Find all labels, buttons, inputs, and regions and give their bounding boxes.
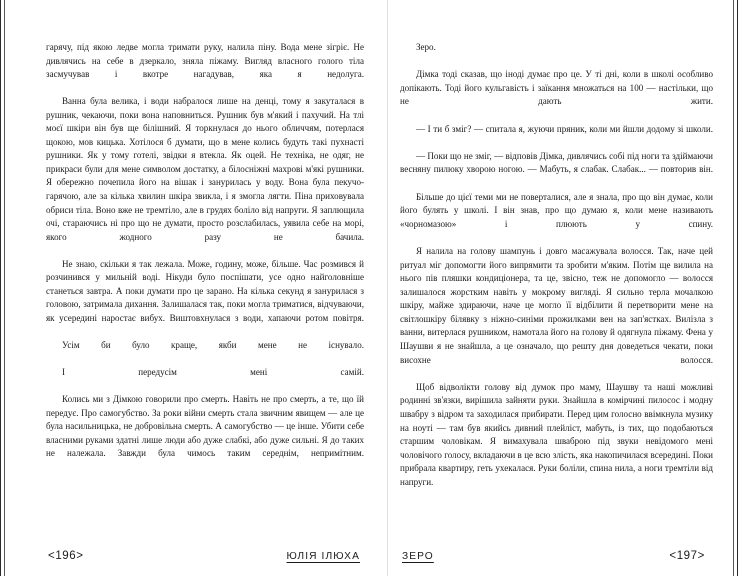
paragraph: — І ти б зміг? — спитала я, жуючи пряник, коли ми йшли додому зі школи. [415,123,713,134]
folio-number-left: <196> [48,550,84,562]
paragraph: Дімка тоді сказав, що іноді думає про це. У ті дні, коли в школі особливо допікають. Тоді його кульгавість і заїкання множаться на 100 — настільки, що не дають жити. [399,69,713,107]
page-right [386,0,737,576]
paragraph: Колись ми з Дімкою говорили про смерть. Навіть не про смерть, а те, що їй передує. Про самогубство. За роки війни смерть стала звичним явищем — але це була насильницька, не добровільна смерть. А самогубство — це інше. Убити себе власними руками здатні лише люди або дуже слабкі, або дуже сильні. Я до таких не належала. Завжди була чимось таким середнім, непримітним. [46,394,364,459]
paragraph: Більше до цієї теми ми не поверталися, але я знала, про що він думає, коли його булять у школі. І він знав, про що думаю я, коли мене називають «чорномазою» і плюють у спину. [399,191,713,229]
paragraph: Я налила на голову шампунь і довго масажувала волосся. Так, наче цей ритуал міг допомогти його випрямити та зробити м'яким. Потім ще вилила на нього пів пляшки кондиціонера, та це, звісно, теж не допомогло — волосся залишалося жорстким навіть у мокрому вигляді. Я сильно терла мочалкою шкіру, майже здираючи, наче це могло її відбілити й перетворити мене на світлошкіру білявку з ніжно-синіми прожилками вен на зап'ястках. Вилізла з ванни, витерлася рушником, намотала його на голову й одягнула піжаму. Фена у Шаушви я не знайшла, а це означало, що решту дня доведеться чекати, поки висохне волосся. [399,245,713,365]
folio-number-right: <197> [669,550,705,562]
paragraph: Усім би було краще, якби мене не існувало. [62,340,364,351]
page-right-footer [400,550,713,576]
page-right-text-block [400,41,713,550]
running-head-title: ЗЕРО [401,551,434,562]
paragraph: гарячу, під якою ледве могла тримати руку, налила піну. Вода мене зігріє. Не дивлячись на себе в дзеркало, зняла піжаму. Вигляд власного голого тіла засмучував і вкотре нагадував, яка я недолуга. [46,42,364,80]
paragraph: І передусім мені самій. [62,367,364,378]
running-head-author: ЮЛІЯ ІЛЮХА [286,551,360,562]
paragraph: Ванна була велика, і води набралося лише на денці, тому я закуталася в рушник, чекаючи, поки вона наповниться. Рушник був м'який і пахучий. На тлі моєї шкіри він був ще білішний. Я торкнулася до нього обличчям, потерлася щокою, мов кицька. Хотілося б думати, що в мене колись будуть такі пухнасті рушники. Як у тому готелі, звідки я втекла. Як оцей. Не техніка, не одяг, не прикраси були для мене символом достатку, а білосніжні махрові м'які рушники. Я обережно почепила його на вішак і занурилась у воду. Вона була пекучо-гарячою, але за кілька хвилин шкіра звикла, і я змогла лягти. Піна приховувала обриси тіла. Воно вже не тремтіло, але в грудях боліло від напруги. Я заплющила очі, стараючись ні про що не думати, просто розслабилась, уявила себе на морі, якого жодного разу не бачила. [46,96,364,242]
page-left [1,0,386,576]
page-left-footer [46,550,364,576]
paragraph: Зеро. [415,42,436,52]
page-left-text-block [46,41,364,550]
paragraph: — Поки що не зміг, — відповів Дімка, дивлячись собі під ноги та здіймаючи весняну пилюку хворою ногою. — Мабуть, я слабак. Слабак... — повторив він. [399,150,713,175]
paragraph: Не знаю, скільки я так лежала. Може, годину, може, більше. Час розмився й розчинився у мильній воді. Нікуди було поспішати, усе одно найголовніше станеться завтра. А поки думати про це зарано. На кілька секунд я занурилася з головою, затримала дихання. Залишалася так, поки могла триматися, відчуваючи, як усередині наростає вибух. Виштовхнулася з води, хапаючи ротом повітря. [46,258,364,323]
paragraph: Щоб відволікти голову від думок про маму, Шаушву та наші можливі родинні зв'язки, вирішила зайняти руки. Знайшла в комірчині пилосос і модну швабру з відром та заходилася прибирати. Перед цим голосно ввімкнула музику на ноуті — там був якийсь дивний плейліст, мабуть, із тих, що подобаються старшим чоловікам. Я вимахувала шваброю під звуки невідомого мені чоловічого голосу, вкладаючи в це всю злість, яка накопичилася всередині. Поки прибрала квартиру, геть ухекалася. Руки боліли, спина нила, а ноги тремтіли від напруги. [399,381,713,487]
